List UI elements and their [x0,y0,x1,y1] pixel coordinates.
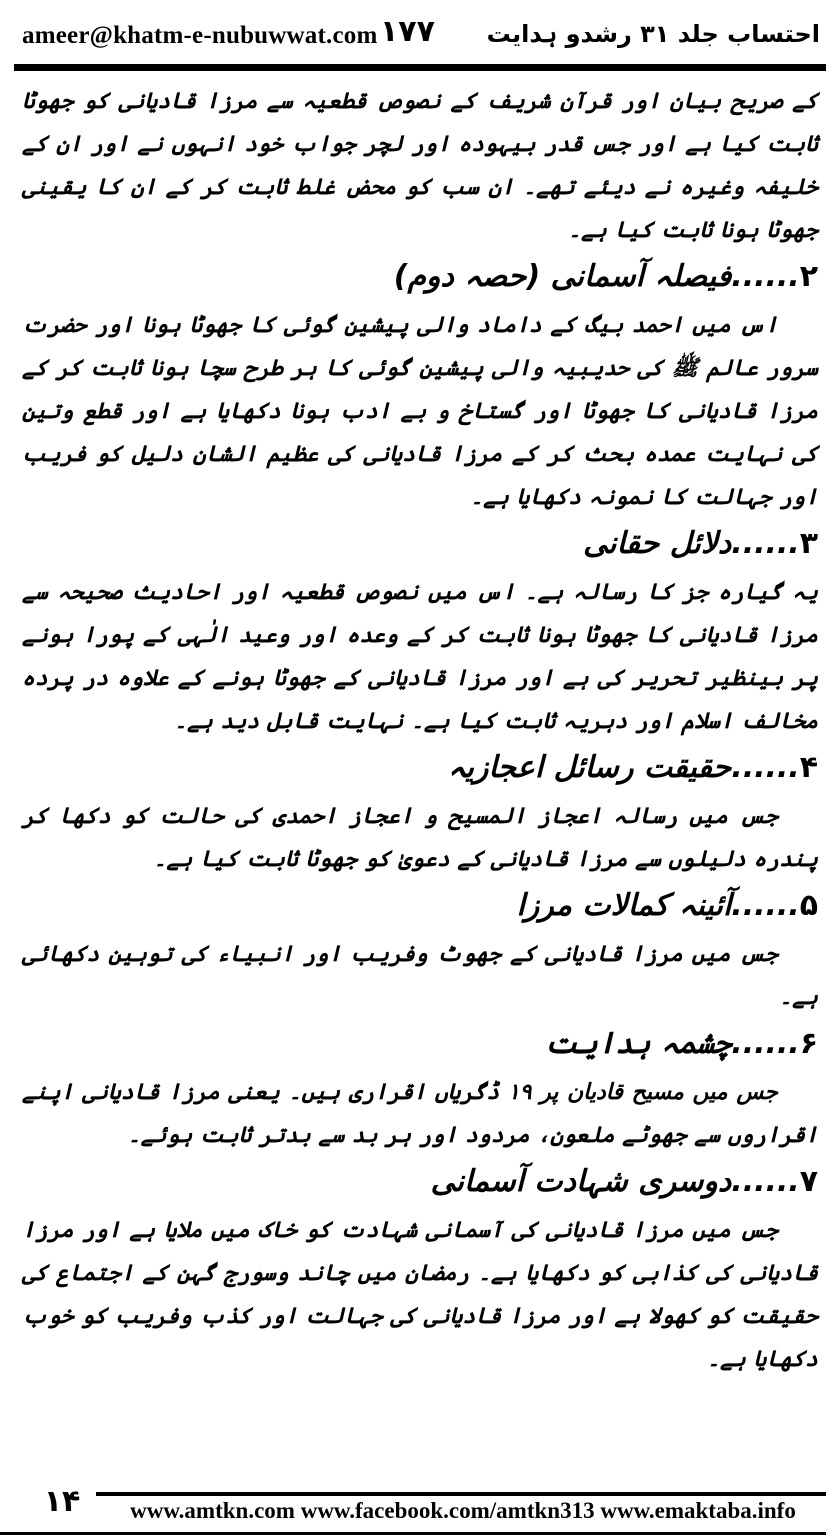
heading-number: ۴ [799,750,818,785]
header-email: ameer@khatm-e-nubuwwat.com [22,22,378,49]
section-heading-4: ۴......حقیقت رسائل اعجازیہ [448,750,818,785]
body-paragraph-4: جس میں رسالہ اعجاز المسیح و اعجاز احمدی کی حالت کو دکھا کر پندرہ دلیلوں سے مرزا قادیانی کے دعویٰ کو جھوٹا ثابت کیا ہے۔ [22,804,818,872]
heading-number: ۷ [799,1164,818,1199]
running-title: احتساب جلد ۳۱ رشدو ہدایت [486,20,820,48]
heading-title: فیصلہ آسمانی (حصہ دوم) [393,259,732,294]
heading-title: حقیقت رسائل اعجازیہ [448,750,732,785]
heading-title: چشمہ ہدایت [545,1026,732,1061]
body-paragraph-3: یہ گیارہ جز کا رسالہ ہے۔ اس میں نصوص قطعیہ اور احادیث صحیحہ سے مرزا قادیانی کا جھوٹا ہونا ثابت کر کے وعدہ اور وعید الٰہی کے پورا ہونے پر بینظیر تحریر کی ہے اور مرزا قادیانی کے جھوٹا ہونے کے علاوہ در پردہ مخالف اسلام اور دہریہ ثابت کیا ہے۔ نہایت قابل دید ہے۔ [22,580,818,734]
heading-number: ۲ [799,259,818,294]
heading-title: دوسری شہادت آسمانی [430,1164,732,1199]
body-paragraph-1: کے صریح بیان اور قرآن شریف کے نصوص قطعیہ سے مرزا قادیانی کو جھوٹا ثابت کیا ہے اور جس قدر بیہودہ اور لچر جواب خود انہوں نے اور ان کے خلیفہ وغیرہ نے دیئے تھے۔ ان سب کو محض غلط ثابت کر کے ان کا یقینی جھوٹا ہونا ثابت کیا ہے۔ [22,89,818,243]
section-heading-5: ۵......آئینہ کمالات مرزا [516,888,818,923]
footer-rule-bottom [0,1532,826,1535]
footer-rule-top [96,1492,826,1496]
footer-page-number: ۱۴ [28,1484,96,1528]
page-header [0,0,840,62]
section-heading-6: ۶......چشمہ ہدایت [545,1026,818,1061]
body-paragraph-7: جس میں مرزا قادیانی کی آسمانی شہادت کو خاک میں ملایا ہے اور مرزا قادیانی کی کذابی کو دکھایا ہے۔ رمضان میں چاند وسورج گہن کے اجتماع کی حقیقت کو کھولا ہے اور مرزا قادیانی کی جہالت اور کذب وفریب کو خوب دکھایا ہے۔ [22,1218,818,1372]
heading-number: ۵ [799,888,818,923]
page-body [22,80,818,1381]
body-paragraph-2: اس میں احمد بیگ کے داماد والی پیشین گوئی کا جھوٹا ہونا اور حضرت سرور عالم ﷺ کی حدیبیہ والی پیشین گوئی کا ہر طرح سچا ہونا ثابت کر کے مرزا قادیانی کا جھوٹا اور گستاخ و بے ادب ہونا دکھایا ہے اور قطع وتین کی نہایت عمدہ بحث کر کے مرزا قادیانی کی عظیم الشان دلیل کو فریب اور جہالت کا نمونہ دکھایا ہے۔ [22,313,818,510]
heading-number: ۳ [799,526,818,561]
section-heading-7: ۷......دوسری شہادت آسمانی [430,1164,818,1199]
heading-title: آئینہ کمالات مرزا [516,888,732,923]
header-rule [14,64,826,71]
body-paragraph-6: جس میں مسیح قادیان پر ۱۹ ڈگریاں اقراری ہیں۔ یعنی مرزا قادیانی اپنے اقراروں سے جھوٹے ملعون، مردود اور ہر بد سے بدتر ثابت ہوئے۔ [22,1080,818,1148]
header-page-number: ۱۷۷ [380,14,435,49]
section-heading-3: ۳......دلائل حقانی [583,526,818,561]
page-footer [0,1484,840,1540]
footer-urls: www.amtkn.com www.facebook.com/amtkn313 www.emaktaba.info [130,1498,796,1523]
heading-number: ۶ [799,1026,818,1061]
body-paragraph-5: جس میں مرزا قادیانی کے جھوٹ وفریب اور انبیاء کی توہین دکھائی ہے۔ [22,942,818,1010]
section-heading-2: ۲......فیصلہ آسمانی (حصہ دوم) [393,259,818,294]
heading-title: دلائل حقانی [583,526,732,561]
